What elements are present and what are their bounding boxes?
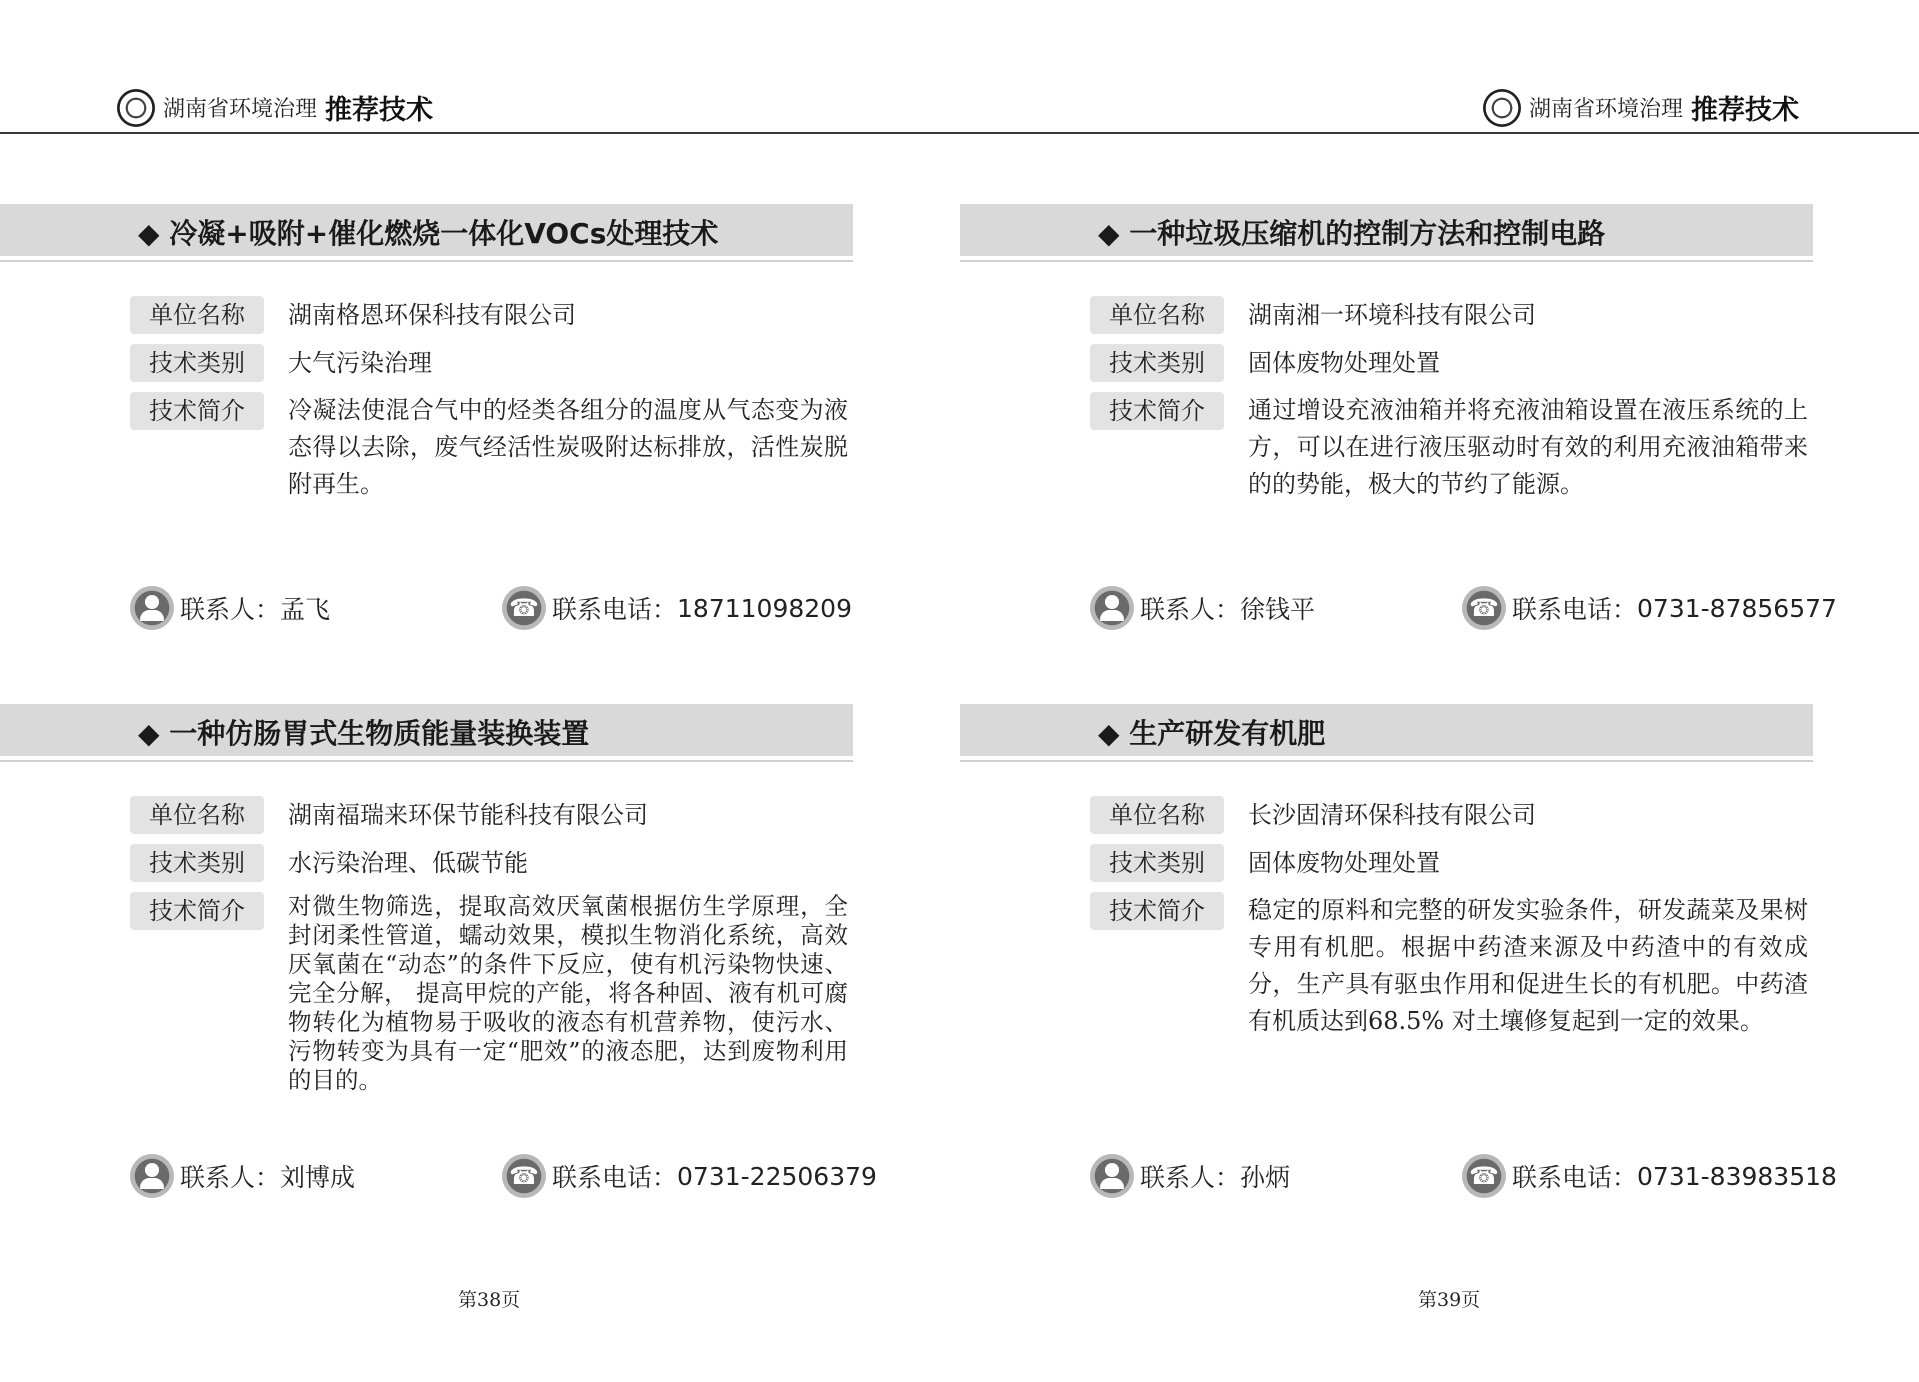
category-value: 固体废物处理处置 xyxy=(1248,349,1440,377)
contact-person xyxy=(130,1154,355,1198)
unit-value: 湖南格恩环保科技有限公司 xyxy=(288,301,576,329)
phone-label: 联系电话： xyxy=(1512,595,1638,624)
category-row xyxy=(130,844,528,882)
unit-label: 单位名称 xyxy=(130,796,264,834)
page-number-left: 第38页 xyxy=(458,1289,521,1311)
contact-name: 孙炳 xyxy=(1240,1163,1291,1192)
person-icon xyxy=(130,586,174,630)
phone-number[interactable]: 0731-83983518 xyxy=(1637,1161,1837,1191)
summary-row xyxy=(1090,392,1808,503)
card-title: ◆ 冷凝+吸附+催化燃烧一体化VOCs处理技术 xyxy=(138,217,719,250)
phone-icon xyxy=(1462,586,1506,630)
category-label: 技术类别 xyxy=(130,344,264,382)
phone-number[interactable]: 18711098209 xyxy=(677,593,852,623)
header-rule xyxy=(0,132,1919,134)
person-icon xyxy=(130,1154,174,1198)
phone-number[interactable]: 0731-87856577 xyxy=(1637,593,1837,623)
contact-label: 联系人： xyxy=(180,595,281,624)
card-title: ◆ 一种仿肠胃式生物质能量装换装置 xyxy=(138,717,590,750)
summary-label: 技术简介 xyxy=(130,392,264,430)
header-title: 湖南省环境治理 xyxy=(1529,97,1684,122)
contact-label: 联系人： xyxy=(1140,1163,1241,1192)
contact-phone xyxy=(1462,1154,1837,1198)
unit-value: 长沙固清环保科技有限公司 xyxy=(1248,801,1536,829)
unit-row xyxy=(1090,796,1536,834)
category-label: 技术类别 xyxy=(1090,344,1224,382)
summary-label: 技术简介 xyxy=(1090,892,1224,930)
category-row xyxy=(130,344,432,382)
phone-number[interactable]: 0731-22506379 xyxy=(677,1161,877,1191)
summary-row xyxy=(130,892,848,1095)
contact-phone xyxy=(502,586,852,630)
unit-label: 单位名称 xyxy=(1090,296,1224,334)
category-value: 大气污染治理 xyxy=(288,349,432,377)
header-right xyxy=(1483,88,1799,127)
category-row xyxy=(1090,344,1440,382)
phone-label: 联系电话： xyxy=(552,1163,678,1192)
category-row xyxy=(1090,844,1440,882)
summary-text: 冷凝法使混合气中的烃类各组分的温度从气态变为液态得以去除，废气经活性炭吸附达标排放，活性炭脱附再生。 xyxy=(288,396,848,498)
phone-label: 联系电话： xyxy=(552,595,678,624)
phone-label: 联系电话： xyxy=(1512,1163,1638,1192)
phone-icon xyxy=(502,1154,546,1198)
card-title: ◆ 生产研发有机肥 xyxy=(1098,717,1326,750)
contact-person xyxy=(130,586,330,630)
summary-label: 技术简介 xyxy=(1090,392,1224,430)
header-left xyxy=(117,88,433,127)
contact-label: 联系人： xyxy=(180,1163,281,1192)
summary-text: 对微生物筛选，提取高效厌氧菌根据仿生学原理，全封闭柔性管道，蠕动效果，模拟生物消化系统，高效厌氧菌在“动态”的条件下反应，使有机污染物快速、完全分解， 提高甲烷的产能，将各种固、液有机可腐物转化为植物易于吸收的液态有机营养物，使污水、污物转变为具有一定“肥效”的液态肥，达到废物利用的目的。 xyxy=(288,892,848,1094)
category-value: 水污染治理、低碳节能 xyxy=(288,849,528,877)
logo-icon xyxy=(117,89,155,127)
contact-phone xyxy=(502,1154,877,1198)
unit-label: 单位名称 xyxy=(130,296,264,334)
contact-name: 刘博成 xyxy=(280,1163,356,1192)
header-title: 湖南省环境治理 xyxy=(163,97,318,122)
unit-row xyxy=(1090,296,1536,334)
unit-value: 湖南湘一环境科技有限公司 xyxy=(1248,301,1536,329)
card-title: ◆ 一种垃圾压缩机的控制方法和控制电路 xyxy=(1098,217,1606,250)
summary-row xyxy=(130,392,848,503)
page-number-right: 第39页 xyxy=(1418,1289,1481,1311)
phone-icon xyxy=(1462,1154,1506,1198)
logo-icon xyxy=(1483,89,1521,127)
category-label: 技术类别 xyxy=(1090,844,1224,882)
contact-label: 联系人： xyxy=(1140,595,1241,624)
summary-text: 稳定的原料和完整的研发实验条件，研发蔬菜及果树专用有机肥。根据中药渣来源及中药渣中的有效成分，生产具有驱虫作用和促进生长的有机肥。中药渣有机质达到68.5% 对土壤修复起到一定的效果。 xyxy=(1248,896,1808,1035)
person-icon xyxy=(1090,1154,1134,1198)
summary-label: 技术简介 xyxy=(130,892,264,930)
header-title-bold: 推荐技术 xyxy=(325,95,434,126)
contact-phone xyxy=(1462,586,1837,630)
summary-text: 通过增设充液油箱并将充液油箱设置在液压系统的上方，可以在进行液压驱动时有效的利用充液油箱带来的的势能，极大的节约了能源。 xyxy=(1248,396,1808,498)
category-label: 技术类别 xyxy=(130,844,264,882)
unit-row xyxy=(130,796,648,834)
unit-value: 湖南福瑞来环保节能科技有限公司 xyxy=(288,801,648,829)
summary-row xyxy=(1090,892,1808,1040)
contact-name: 孟飞 xyxy=(280,595,331,624)
person-icon xyxy=(1090,586,1134,630)
contact-person xyxy=(1090,586,1315,630)
header-title-bold: 推荐技术 xyxy=(1691,95,1800,126)
phone-icon xyxy=(502,586,546,630)
contact-person xyxy=(1090,1154,1290,1198)
title-bar xyxy=(960,704,1813,760)
unit-row xyxy=(130,296,576,334)
unit-label: 单位名称 xyxy=(1090,796,1224,834)
category-value: 固体废物处理处置 xyxy=(1248,849,1440,877)
contact-name: 徐钱平 xyxy=(1240,595,1316,624)
